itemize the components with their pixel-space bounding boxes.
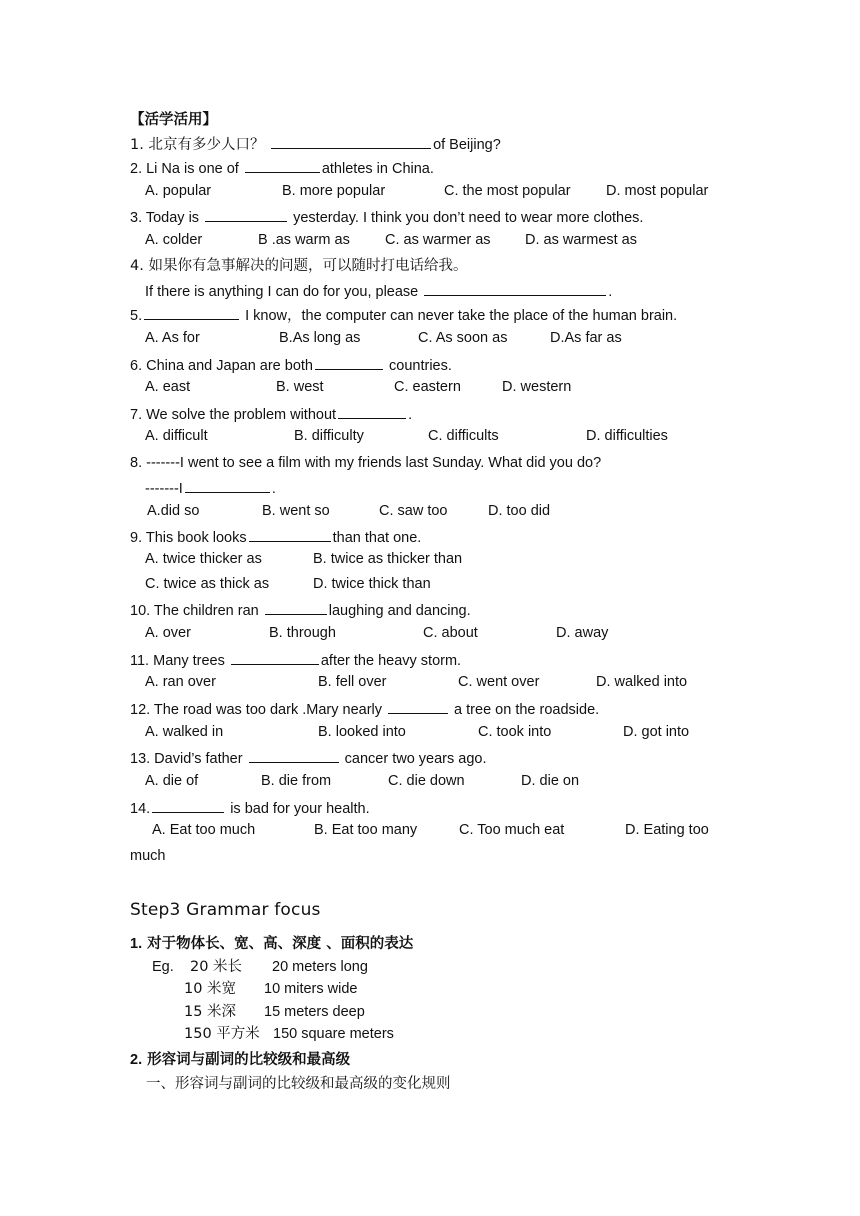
example-cn: 150 平方米 xyxy=(184,1026,260,1042)
example-en: 15 meters deep xyxy=(264,1004,365,1020)
example-en: 150 square meters xyxy=(273,1026,394,1042)
question-text: 13. David’s father xyxy=(130,751,247,767)
answer-options xyxy=(0,330,700,350)
answer-option[interactable]: D. too did xyxy=(488,503,551,519)
answer-option[interactable]: C. twice as thick as xyxy=(145,576,270,592)
answer-option[interactable]: C. die down xyxy=(388,773,465,789)
answer-option[interactable]: A. die of xyxy=(145,773,199,789)
answer-option[interactable]: D. got into xyxy=(623,724,690,740)
grammar-point-2-subtitle: 一、形容词与副词的比较级和最高级的变化规则 xyxy=(146,1076,451,1092)
question-text-after-blank: . xyxy=(408,407,413,423)
answer-option[interactable]: D. away xyxy=(556,625,609,641)
question-text: 8. -------I went to see a film with my friends last Sunday. What did you do? xyxy=(130,455,602,471)
question-text-after-blank: I know，the computer can never take the place of the human brain. xyxy=(241,308,678,324)
question-text: 14. xyxy=(130,801,151,817)
eg-label: Eg. xyxy=(152,959,174,975)
answer-blank[interactable] xyxy=(231,650,319,665)
answer-option[interactable]: B. fell over xyxy=(318,674,387,690)
answer-blank[interactable] xyxy=(265,600,327,615)
answer-option[interactable]: D. most popular xyxy=(606,183,709,199)
grammar-heading: Step3 Grammar focus xyxy=(130,900,321,920)
answer-blank[interactable] xyxy=(271,134,431,149)
question-line xyxy=(130,699,599,720)
answer-option[interactable]: B.As long as xyxy=(279,330,361,346)
example-en: 20 meters long xyxy=(272,959,368,975)
grammar-point-1-number: 1. xyxy=(130,936,143,952)
answer-blank[interactable] xyxy=(388,699,448,714)
answer-options xyxy=(0,503,700,523)
answer-options xyxy=(0,625,700,645)
question-text-after-blank: . xyxy=(271,481,276,497)
answer-blank[interactable] xyxy=(424,281,606,296)
question-line xyxy=(130,355,452,376)
question-line xyxy=(130,305,677,326)
answer-option[interactable]: C. As soon as xyxy=(418,330,508,346)
question-text-after-blank: of Beijing? xyxy=(433,137,501,153)
grammar-point-2 xyxy=(130,1050,350,1070)
example-cn: 15 米深 xyxy=(184,1004,237,1020)
answer-option[interactable]: C. went over xyxy=(458,674,540,690)
example-cn: 10 米宽 xyxy=(184,981,237,997)
question-line xyxy=(130,600,471,621)
question-line xyxy=(130,527,421,548)
answer-option[interactable]: A. As for xyxy=(145,330,200,346)
question-text: 7. We solve the problem without xyxy=(130,407,337,423)
question-text-after-blank: a tree on the roadside. xyxy=(450,702,600,718)
answer-option[interactable]: D. difficulties xyxy=(586,428,668,444)
grammar-point-2-title: 形容词与副词的比较级和最高级 xyxy=(142,1052,351,1068)
answer-option[interactable]: B. Eat too many xyxy=(314,822,418,838)
answer-option[interactable]: B .as warm as xyxy=(258,232,350,248)
question-text: 4. 如果你有急事解决的问题，可以随时打电话给我。 xyxy=(130,258,468,274)
question-text: 12. The road was too dark .Mary nearly xyxy=(130,702,387,718)
answer-blank[interactable] xyxy=(144,305,239,320)
question-text-after-blank: laughing and dancing. xyxy=(328,603,471,619)
question-text-after-blank: cancer two years ago. xyxy=(340,751,487,767)
question-text-after-blank: athletes in China. xyxy=(321,161,434,177)
question-text: 11. Many trees xyxy=(130,653,229,669)
answer-option[interactable]: D. western xyxy=(502,379,572,395)
answer-options xyxy=(0,576,700,596)
question-line xyxy=(130,207,643,228)
answer-options xyxy=(0,674,700,694)
grammar-point-2-number: 2. xyxy=(130,1052,143,1068)
question-line xyxy=(130,453,601,473)
example-cn: 20 米长 xyxy=(190,959,243,975)
question-line xyxy=(130,134,501,155)
answer-option[interactable]: A. walked in xyxy=(145,724,224,740)
question-text: 5. xyxy=(130,308,143,324)
answer-option[interactable]: B. twice as thicker than xyxy=(313,551,463,567)
grammar-point-1-title: 对于物体长、宽、高、深度 、面积的表达 xyxy=(142,936,414,952)
answer-option[interactable]: D. Eating too xyxy=(625,822,709,838)
answer-options xyxy=(0,773,700,793)
answer-option[interactable]: A. east xyxy=(145,379,191,395)
answer-option[interactable]: C. took into xyxy=(478,724,552,740)
answer-option[interactable]: C. difficults xyxy=(428,428,499,444)
answer-option[interactable]: B. through xyxy=(269,625,336,641)
example-en: 10 miters wide xyxy=(264,981,358,997)
answer-option[interactable]: A. difficult xyxy=(145,428,208,444)
answer-option[interactable]: C. the most popular xyxy=(444,183,571,199)
answer-option[interactable]: D. twice thick than xyxy=(313,576,431,592)
question-text: 6. China and Japan are both xyxy=(130,358,313,374)
answer-blank[interactable] xyxy=(152,798,224,813)
answer-options xyxy=(0,724,700,744)
answer-option[interactable]: B. difficulty xyxy=(294,428,364,444)
answer-options xyxy=(0,379,700,399)
answer-option[interactable]: D. die on xyxy=(521,773,580,789)
question-text-after-blank: . xyxy=(608,284,613,300)
answer-option[interactable]: D. as warmest as xyxy=(525,232,637,248)
question-text: If there is anything I can do for you, please xyxy=(145,284,423,300)
question-text-after-blank: than that one. xyxy=(332,530,422,546)
question-line xyxy=(130,846,165,866)
answer-option[interactable]: B. went so xyxy=(262,503,330,519)
question-text: 10. The children ran xyxy=(130,603,263,619)
answer-blank[interactable] xyxy=(249,748,339,763)
answer-options xyxy=(0,551,700,571)
question-text: 2. Li Na is one of xyxy=(130,161,243,177)
answer-option[interactable]: A. popular xyxy=(145,183,212,199)
answer-blank[interactable] xyxy=(315,355,383,370)
question-text: 9. This book looks xyxy=(130,530,247,546)
answer-option[interactable]: D.As far as xyxy=(550,330,622,346)
answer-option[interactable]: A. Eat too much xyxy=(152,822,256,838)
answer-option[interactable]: A. ran over xyxy=(145,674,216,690)
answer-blank[interactable] xyxy=(185,478,270,493)
question-line xyxy=(145,478,276,499)
answer-option[interactable]: A. colder xyxy=(145,232,203,248)
question-line xyxy=(130,798,370,819)
answer-options xyxy=(0,232,700,252)
question-text: 3. Today is xyxy=(130,210,204,226)
question-line xyxy=(130,158,434,179)
answer-blank[interactable] xyxy=(338,404,406,419)
question-text: -------I xyxy=(145,481,183,497)
answer-option[interactable]: B. west xyxy=(276,379,324,395)
question-line xyxy=(130,650,461,671)
section-title: 【活学活用】 xyxy=(130,112,217,128)
answer-blank[interactable] xyxy=(249,527,331,542)
answer-options xyxy=(0,183,709,203)
answer-option[interactable]: C. as warmer as xyxy=(385,232,491,248)
question-text: much xyxy=(130,848,166,864)
answer-options xyxy=(0,822,709,842)
answer-option[interactable]: B. more popular xyxy=(282,183,386,199)
answer-option[interactable]: B. die from xyxy=(261,773,332,789)
answer-option[interactable]: C. saw too xyxy=(379,503,448,519)
question-text-after-blank: after the heavy storm. xyxy=(320,653,462,669)
question-text-after-blank: countries. xyxy=(385,358,452,374)
answer-blank[interactable] xyxy=(205,207,287,222)
question-line xyxy=(130,748,487,769)
answer-blank[interactable] xyxy=(245,158,320,173)
answer-option[interactable]: A. over xyxy=(145,625,191,641)
answer-option[interactable]: A. twice thicker as xyxy=(145,551,262,567)
answer-option[interactable]: A.did so xyxy=(147,503,200,519)
question-line xyxy=(130,256,467,276)
answer-option[interactable]: C. about xyxy=(423,625,478,641)
answer-option[interactable]: C. eastern xyxy=(394,379,461,395)
question-line xyxy=(130,404,412,425)
grammar-point-1 xyxy=(130,934,413,954)
answer-options xyxy=(0,428,700,448)
question-text-after-blank: is bad for your health. xyxy=(226,801,370,817)
answer-option[interactable]: C. Too much eat xyxy=(459,822,565,838)
question-text: 1. 北京有多少人口？ xyxy=(130,137,270,153)
answer-option[interactable]: D. walked into xyxy=(596,674,688,690)
answer-option[interactable]: B. looked into xyxy=(318,724,406,740)
question-line xyxy=(145,281,612,302)
question-text-after-blank: yesterday. I think you don’t need to wear more clothes. xyxy=(289,210,644,226)
